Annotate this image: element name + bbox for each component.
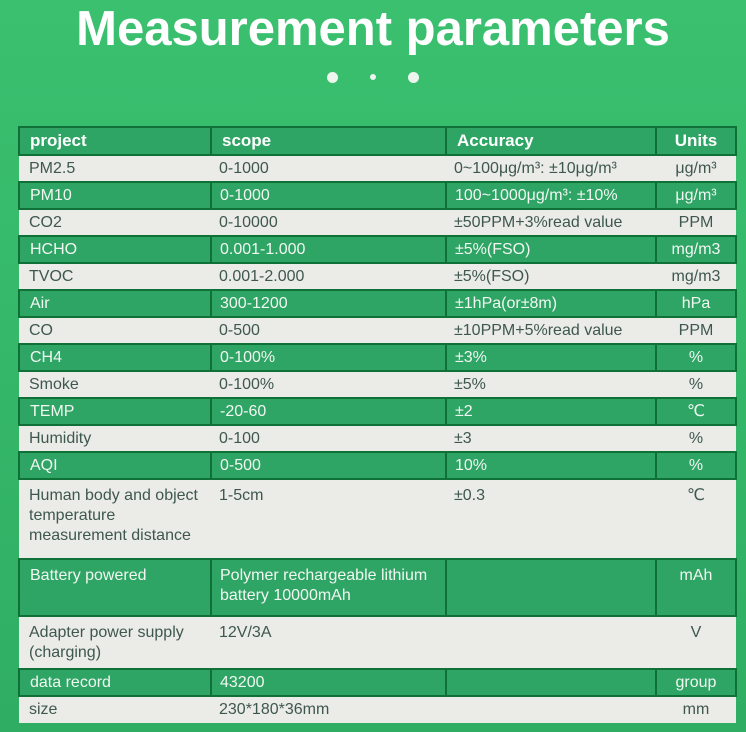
table-row xyxy=(19,398,736,425)
column-header-project: project xyxy=(19,127,211,155)
cell-project: TEMP xyxy=(19,398,211,425)
table-row xyxy=(19,371,736,398)
cell-scope: Polymer rechargeable lithium battery 10000mAh xyxy=(211,559,446,616)
carousel-dot-2[interactable] xyxy=(370,74,376,80)
cell-units: μg/m³ xyxy=(656,182,736,209)
column-header-units: Units xyxy=(656,127,736,155)
page-title: Measurement parameters xyxy=(76,2,670,56)
cell-accuracy: ±3% xyxy=(446,344,656,371)
cell-units: mg/m3 xyxy=(656,236,736,263)
cell-accuracy xyxy=(446,669,656,696)
cell-scope: 1-5cm xyxy=(211,479,446,559)
cell-units: PPM xyxy=(656,317,736,344)
cell-project: Smoke xyxy=(19,371,211,398)
cell-project: AQI xyxy=(19,452,211,479)
cell-accuracy: ±2 xyxy=(446,398,656,425)
cell-units: hPa xyxy=(656,290,736,317)
cell-project: Human body and object temperature measurement distance xyxy=(19,479,211,559)
cell-accuracy xyxy=(446,559,656,616)
cell-project: data record xyxy=(19,669,211,696)
carousel-dot-1[interactable] xyxy=(327,72,338,83)
cell-units: V xyxy=(656,616,736,669)
cell-accuracy: ±5%(FSO) xyxy=(446,263,656,290)
table-row xyxy=(19,425,736,452)
cell-units: PPM xyxy=(656,209,736,236)
cell-accuracy: 10% xyxy=(446,452,656,479)
cell-project: CH4 xyxy=(19,344,211,371)
cell-project: CO xyxy=(19,317,211,344)
cell-scope: 0-10000 xyxy=(211,209,446,236)
cell-project: PM2.5 xyxy=(19,155,211,182)
cell-accuracy: ±10PPM+5%read value xyxy=(446,317,656,344)
cell-project: TVOC xyxy=(19,263,211,290)
cell-project: HCHO xyxy=(19,236,211,263)
cell-scope: 0-1000 xyxy=(211,182,446,209)
cell-units: mm xyxy=(656,696,736,723)
table-row xyxy=(19,452,736,479)
cell-scope: 0-500 xyxy=(211,452,446,479)
cell-project: Humidity xyxy=(19,425,211,452)
table-row xyxy=(19,290,736,317)
cell-scope: 43200 xyxy=(211,669,446,696)
cell-accuracy: ±1hPa(or±8m) xyxy=(446,290,656,317)
column-header-scope: scope xyxy=(211,127,446,155)
cell-scope: 0-100% xyxy=(211,371,446,398)
carousel-dots xyxy=(0,71,746,83)
cell-scope: 300-1200 xyxy=(211,290,446,317)
cell-units: ℃ xyxy=(656,398,736,425)
parameters-table xyxy=(18,126,737,723)
cell-project: Adapter power supply (charging) xyxy=(19,616,211,669)
table-row xyxy=(19,479,736,559)
cell-units: % xyxy=(656,452,736,479)
cell-scope: 0-100% xyxy=(211,344,446,371)
column-header-accuracy: Accuracy xyxy=(446,127,656,155)
table-row xyxy=(19,182,736,209)
table-row xyxy=(19,344,736,371)
cell-scope: 0.001-1.000 xyxy=(211,236,446,263)
table-row xyxy=(19,209,736,236)
cell-accuracy: 100~1000μg/m³: ±10% xyxy=(446,182,656,209)
cell-units: mAh xyxy=(656,559,736,616)
table-row xyxy=(19,263,736,290)
cell-scope: 0-500 xyxy=(211,317,446,344)
table-row xyxy=(19,155,736,182)
cell-units: % xyxy=(656,425,736,452)
table-header-row xyxy=(19,127,736,155)
cell-project: Air xyxy=(19,290,211,317)
cell-units: μg/m³ xyxy=(656,155,736,182)
table-row xyxy=(19,236,736,263)
cell-accuracy: ±5% xyxy=(446,371,656,398)
cell-accuracy xyxy=(446,696,656,723)
table-row xyxy=(19,696,736,723)
cell-project: CO2 xyxy=(19,209,211,236)
table-row xyxy=(19,669,736,696)
cell-project: PM10 xyxy=(19,182,211,209)
cell-units: % xyxy=(656,344,736,371)
cell-project: size xyxy=(19,696,211,723)
cell-project: Battery powered xyxy=(19,559,211,616)
cell-scope: -20-60 xyxy=(211,398,446,425)
cell-accuracy: ±0.3 xyxy=(446,479,656,559)
carousel-dot-3[interactable] xyxy=(408,72,419,83)
cell-units: % xyxy=(656,371,736,398)
cell-accuracy: 0~100μg/m³: ±10μg/m³ xyxy=(446,155,656,182)
cell-units: mg/m3 xyxy=(656,263,736,290)
cell-scope: 0.001-2.000 xyxy=(211,263,446,290)
table-row xyxy=(19,559,736,616)
cell-accuracy: ±3 xyxy=(446,425,656,452)
cell-units: group xyxy=(656,669,736,696)
cell-accuracy xyxy=(446,616,656,669)
cell-scope: 230*180*36mm xyxy=(211,696,446,723)
cell-scope: 12V/3A xyxy=(211,616,446,669)
table-row xyxy=(19,317,736,344)
cell-accuracy: ±50PPM+3%read value xyxy=(446,209,656,236)
cell-accuracy: ±5%(FSO) xyxy=(446,236,656,263)
cell-scope: 0-1000 xyxy=(211,155,446,182)
table-row xyxy=(19,616,736,669)
cell-units: ℃ xyxy=(656,479,736,559)
cell-scope: 0-100 xyxy=(211,425,446,452)
